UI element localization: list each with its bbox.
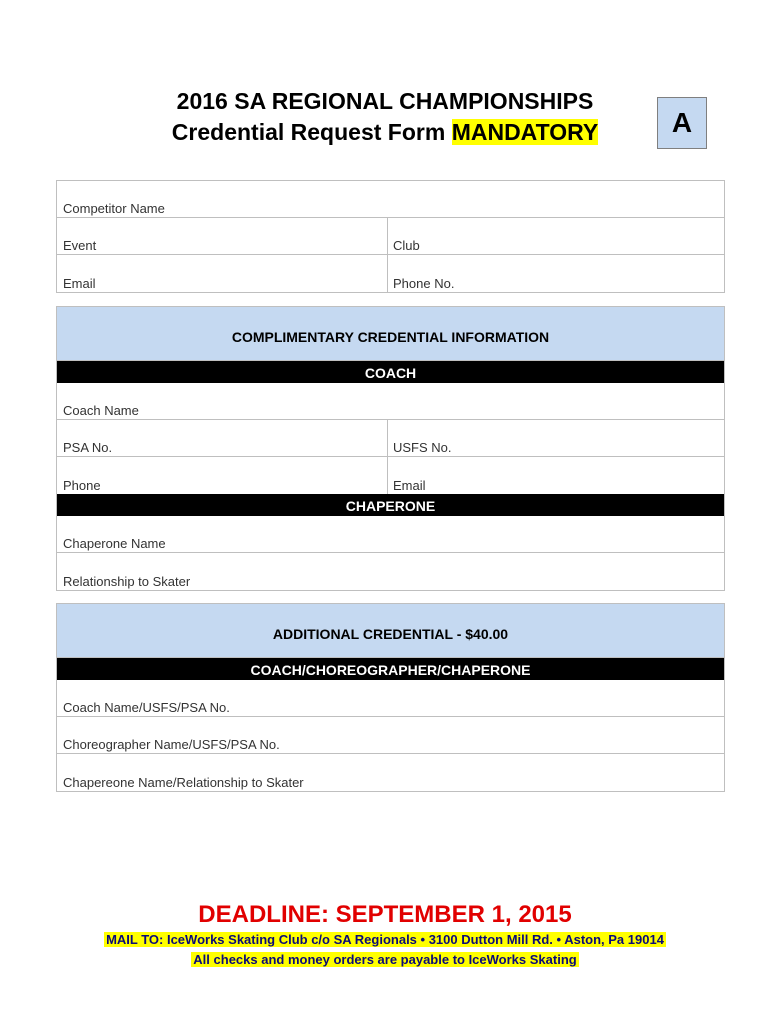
coach-name-label: Coach Name <box>63 403 139 418</box>
subtitle-text: Credential Request Form <box>171 119 452 145</box>
additional-table <box>56 603 725 792</box>
event-club-row <box>57 218 724 255</box>
chaperone-section-bar: CHAPERONE <box>57 494 724 516</box>
column-divider <box>387 218 388 254</box>
additional-choreographer-row[interactable] <box>57 717 724 754</box>
psa-usfs-row <box>57 420 724 457</box>
phone-field[interactable]: Phone No. <box>393 276 455 291</box>
competitor-name-row[interactable] <box>57 181 724 218</box>
additional-chaperone-label: Chapereone Name/Relationship to Skater <box>63 775 304 790</box>
relationship-label: Relationship to Skater <box>63 574 191 589</box>
coach-section-bar: COACH <box>57 361 724 383</box>
event-field[interactable]: Event <box>63 238 97 253</box>
form-letter-badge: A <box>657 97 707 149</box>
coach-phone-field[interactable]: Phone <box>63 478 101 493</box>
mandatory-highlight: MANDATORY <box>451 119 599 145</box>
additional-section-bar: COACH/CHOREOGRAPHER/CHAPERONE <box>57 658 724 680</box>
complimentary-heading: COMPLIMENTARY CREDENTIAL INFORMATION <box>57 307 724 361</box>
additional-heading: ADDITIONAL CREDENTIAL - $40.00 <box>57 604 724 658</box>
coach-email-field[interactable]: Email <box>393 478 426 493</box>
relationship-row[interactable] <box>57 553 724 590</box>
email-field[interactable]: Email <box>63 276 96 291</box>
usfs-no-field[interactable]: USFS No. <box>393 440 452 455</box>
column-divider <box>387 255 388 292</box>
competitor-table <box>56 180 725 293</box>
additional-choreographer-label: Choreographer Name/USFS/PSA No. <box>63 737 280 752</box>
club-field[interactable]: Club <box>393 238 420 253</box>
mail-to-line <box>0 932 770 947</box>
form-title: 2016 SA REGIONAL CHAMPIONSHIPS <box>176 88 594 114</box>
payable-line <box>0 952 770 967</box>
form-subtitle <box>0 118 770 146</box>
additional-coach-row[interactable] <box>57 680 724 717</box>
competitor-name-label: Competitor Name <box>63 201 165 216</box>
email-phone-row <box>57 255 724 292</box>
chaperone-name-row[interactable] <box>57 516 724 553</box>
column-divider <box>387 420 388 456</box>
additional-chaperone-row[interactable] <box>57 754 724 791</box>
column-divider <box>387 457 388 494</box>
psa-no-field[interactable]: PSA No. <box>63 440 113 455</box>
complimentary-table <box>56 306 725 591</box>
coach-name-row[interactable] <box>57 383 724 420</box>
coach-phone-email-row <box>57 457 724 494</box>
deadline-text: DEADLINE: SEPTEMBER 1, 2015 <box>198 901 572 928</box>
chaperone-name-label: Chaperone Name <box>63 536 166 551</box>
payable-text: All checks and money orders are payable to IceWorks Skating <box>193 952 577 967</box>
additional-coach-label: Coach Name/USFS/PSA No. <box>63 700 230 715</box>
mail-to-text: MAIL TO: IceWorks Skating Club c/o SA Regionals • 3100 Dutton Mill Rd. • Aston, Pa 19014 <box>106 932 664 947</box>
